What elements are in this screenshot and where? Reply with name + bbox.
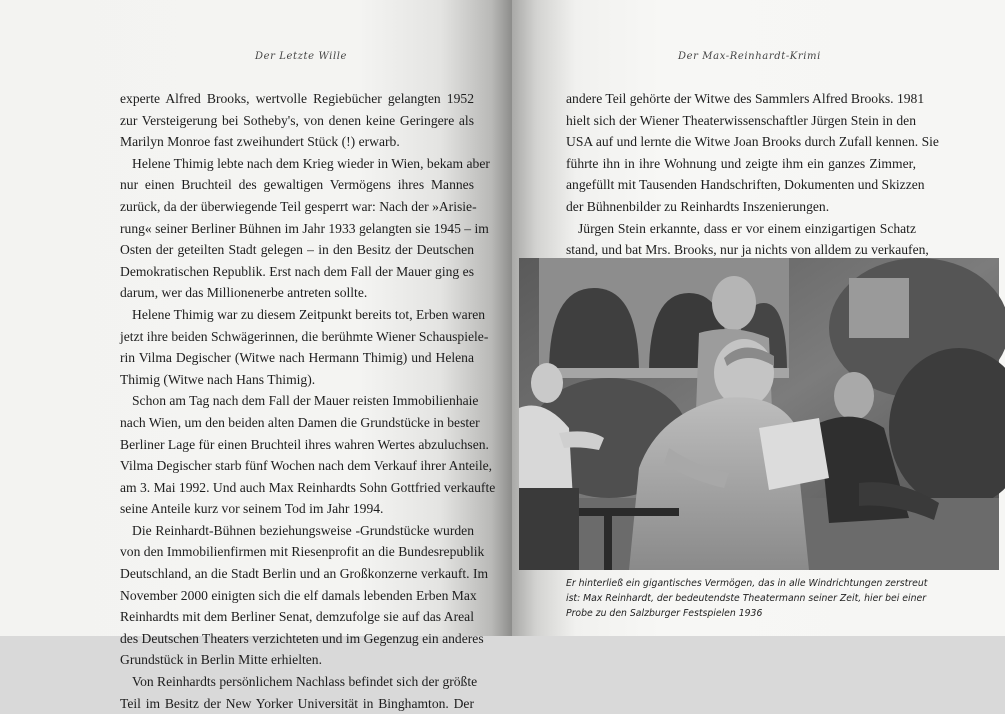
text-line: nur einen Bruchteil des gewaltigen Vermögens ihres Mannes [120, 177, 474, 193]
historical-photo [519, 258, 999, 570]
text-line: Die Reinhardt-Bühnen beziehungsweise -Grundstücke wurden [132, 522, 474, 538]
text-line: zurück, da der überwiegende Teil gesperrt war: Nach der »Arisie- [120, 198, 477, 214]
text-line: andere Teil gehörte der Witwe des Sammlers Alfred Brooks. 1981 [566, 91, 925, 106]
text-line: Deutschland, an die Stadt Berlin und an Großkonzerne verkauft. Im [120, 566, 489, 582]
text-line: USA auf und lernte die Witwe Joan Brooks durch Zufall kennen. Sie [566, 134, 939, 150]
text-line: Schon am Tag nach dem Fall der Mauer reisten Immobilienhaie [132, 393, 479, 409]
text-line: zur Versteigerung bei Sotheby's, von denen keine Geringere als [120, 112, 474, 128]
text-line: rung« seiner Berliner Bühnen im Jahr 1933 gelangten sie 1945 – im [120, 220, 489, 236]
text-line: Grundstück in Berlin Mitte erhielten. [120, 652, 322, 668]
left-running-head: Der Letzte Wille [255, 51, 348, 62]
caption-line: Er hinterließ ein gigantisches Vermögen, das in alle Windrichtungen zerstreut [566, 578, 928, 589]
text-line: November 2000 einigten sich die elf damals lebenden Erben Max [120, 587, 477, 603]
text-line: stand, und bat Mrs. Brooks, nur ja nichts von alldem zu verkaufen, [566, 242, 929, 258]
text-line: der Bühnenbilder zu Reinhardts Inszenierungen. [566, 198, 830, 214]
text-line: angefüllt mit Tausenden Handschriften, Dokumenten und Skizzen [566, 177, 925, 193]
text-line: Teil im Besitz der New Yorker Universität in Binghamton. Der [120, 695, 474, 711]
text-line: führte ihn in ihre Wohnung und zeigte ihm ein ganzes Zimmer, [566, 155, 916, 171]
text-line: Helene Thimig war zu diesem Zeitpunkt bereits tot, Erben waren [132, 306, 486, 322]
photo-illustration [519, 258, 999, 570]
text-line: Jürgen Stein erkannte, dass er vor einem einzigartigen Schatz [578, 220, 916, 236]
right-running-head: Der Max-Reinhardt-Krimi [678, 51, 821, 62]
text-line: Demokratischen Republik. Erst nach dem Fall der Mauer ging es [120, 263, 474, 279]
text-line: hielt sich der Wiener Theaterwissenschaftler Jürgen Stein in den [566, 112, 916, 128]
left-page-body [120, 88, 496, 714]
text-line: seine Anteile kurz vor seinem Tod im Jahr 1994. [120, 501, 384, 517]
caption-line: ist: Max Reinhardt, der bedeutendste Theatermann seiner Zeit, hier bei einer [566, 593, 927, 604]
text-line: jetzt ihre beiden Schwägerinnen, die berühmte Wiener Schauspiele- [120, 328, 489, 344]
text-line: nach Wien, um den beiden alten Damen die Grundstücke in bester [120, 414, 480, 430]
caption-line: Probe zu den Salzburger Festspielen 1936 [566, 608, 763, 619]
text-line: Marilyn Monroe fast zweihundert Stück (!) erwarb. [120, 134, 400, 150]
text-line: Reinhardts mit dem Berliner Senat, demzufolge sie auf das Areal [120, 609, 474, 625]
text-line: Helene Thimig lebte nach dem Krieg wieder in Wien, bekam aber [132, 155, 490, 171]
text-line: Vilma Degischer starb fünf Wochen nach dem Verkauf ihrer Anteile, [120, 458, 493, 474]
text-line: am 3. Mai 1992. Und auch Max Reinhardts Sohn Gottfried verkaufte [120, 479, 496, 495]
text-line: experte Alfred Brooks, wertvolle Regiebücher gelangten 1952 [120, 91, 474, 106]
text-line: Von Reinhardts persönlichem Nachlass befindet sich der größte [132, 674, 478, 690]
text-line: Thimig (Witwe nach Hans Thimig). [120, 371, 316, 387]
text-line: Osten der geteilten Stadt gelegen – in den Besitz der Deutschen [120, 242, 474, 258]
right-page-body [566, 88, 939, 261]
text-line: von den Immobilienfirmen mit Riesenprofit an die Bundesrepublik [120, 544, 485, 560]
text-line: Berliner Lage für einen Bruchteil ihres wahren Wertes abzuluchsen. [120, 436, 489, 452]
photo-caption [566, 576, 946, 621]
text-line: rin Vilma Degischer (Witwe nach Hermann Thimig) und Helena [120, 350, 474, 366]
text-line: darum, wer das Millionenerbe antreten sollte. [120, 285, 368, 301]
text-line: des Deutschen Theaters verzichteten und im Gegenzug ein anderes [120, 630, 484, 646]
